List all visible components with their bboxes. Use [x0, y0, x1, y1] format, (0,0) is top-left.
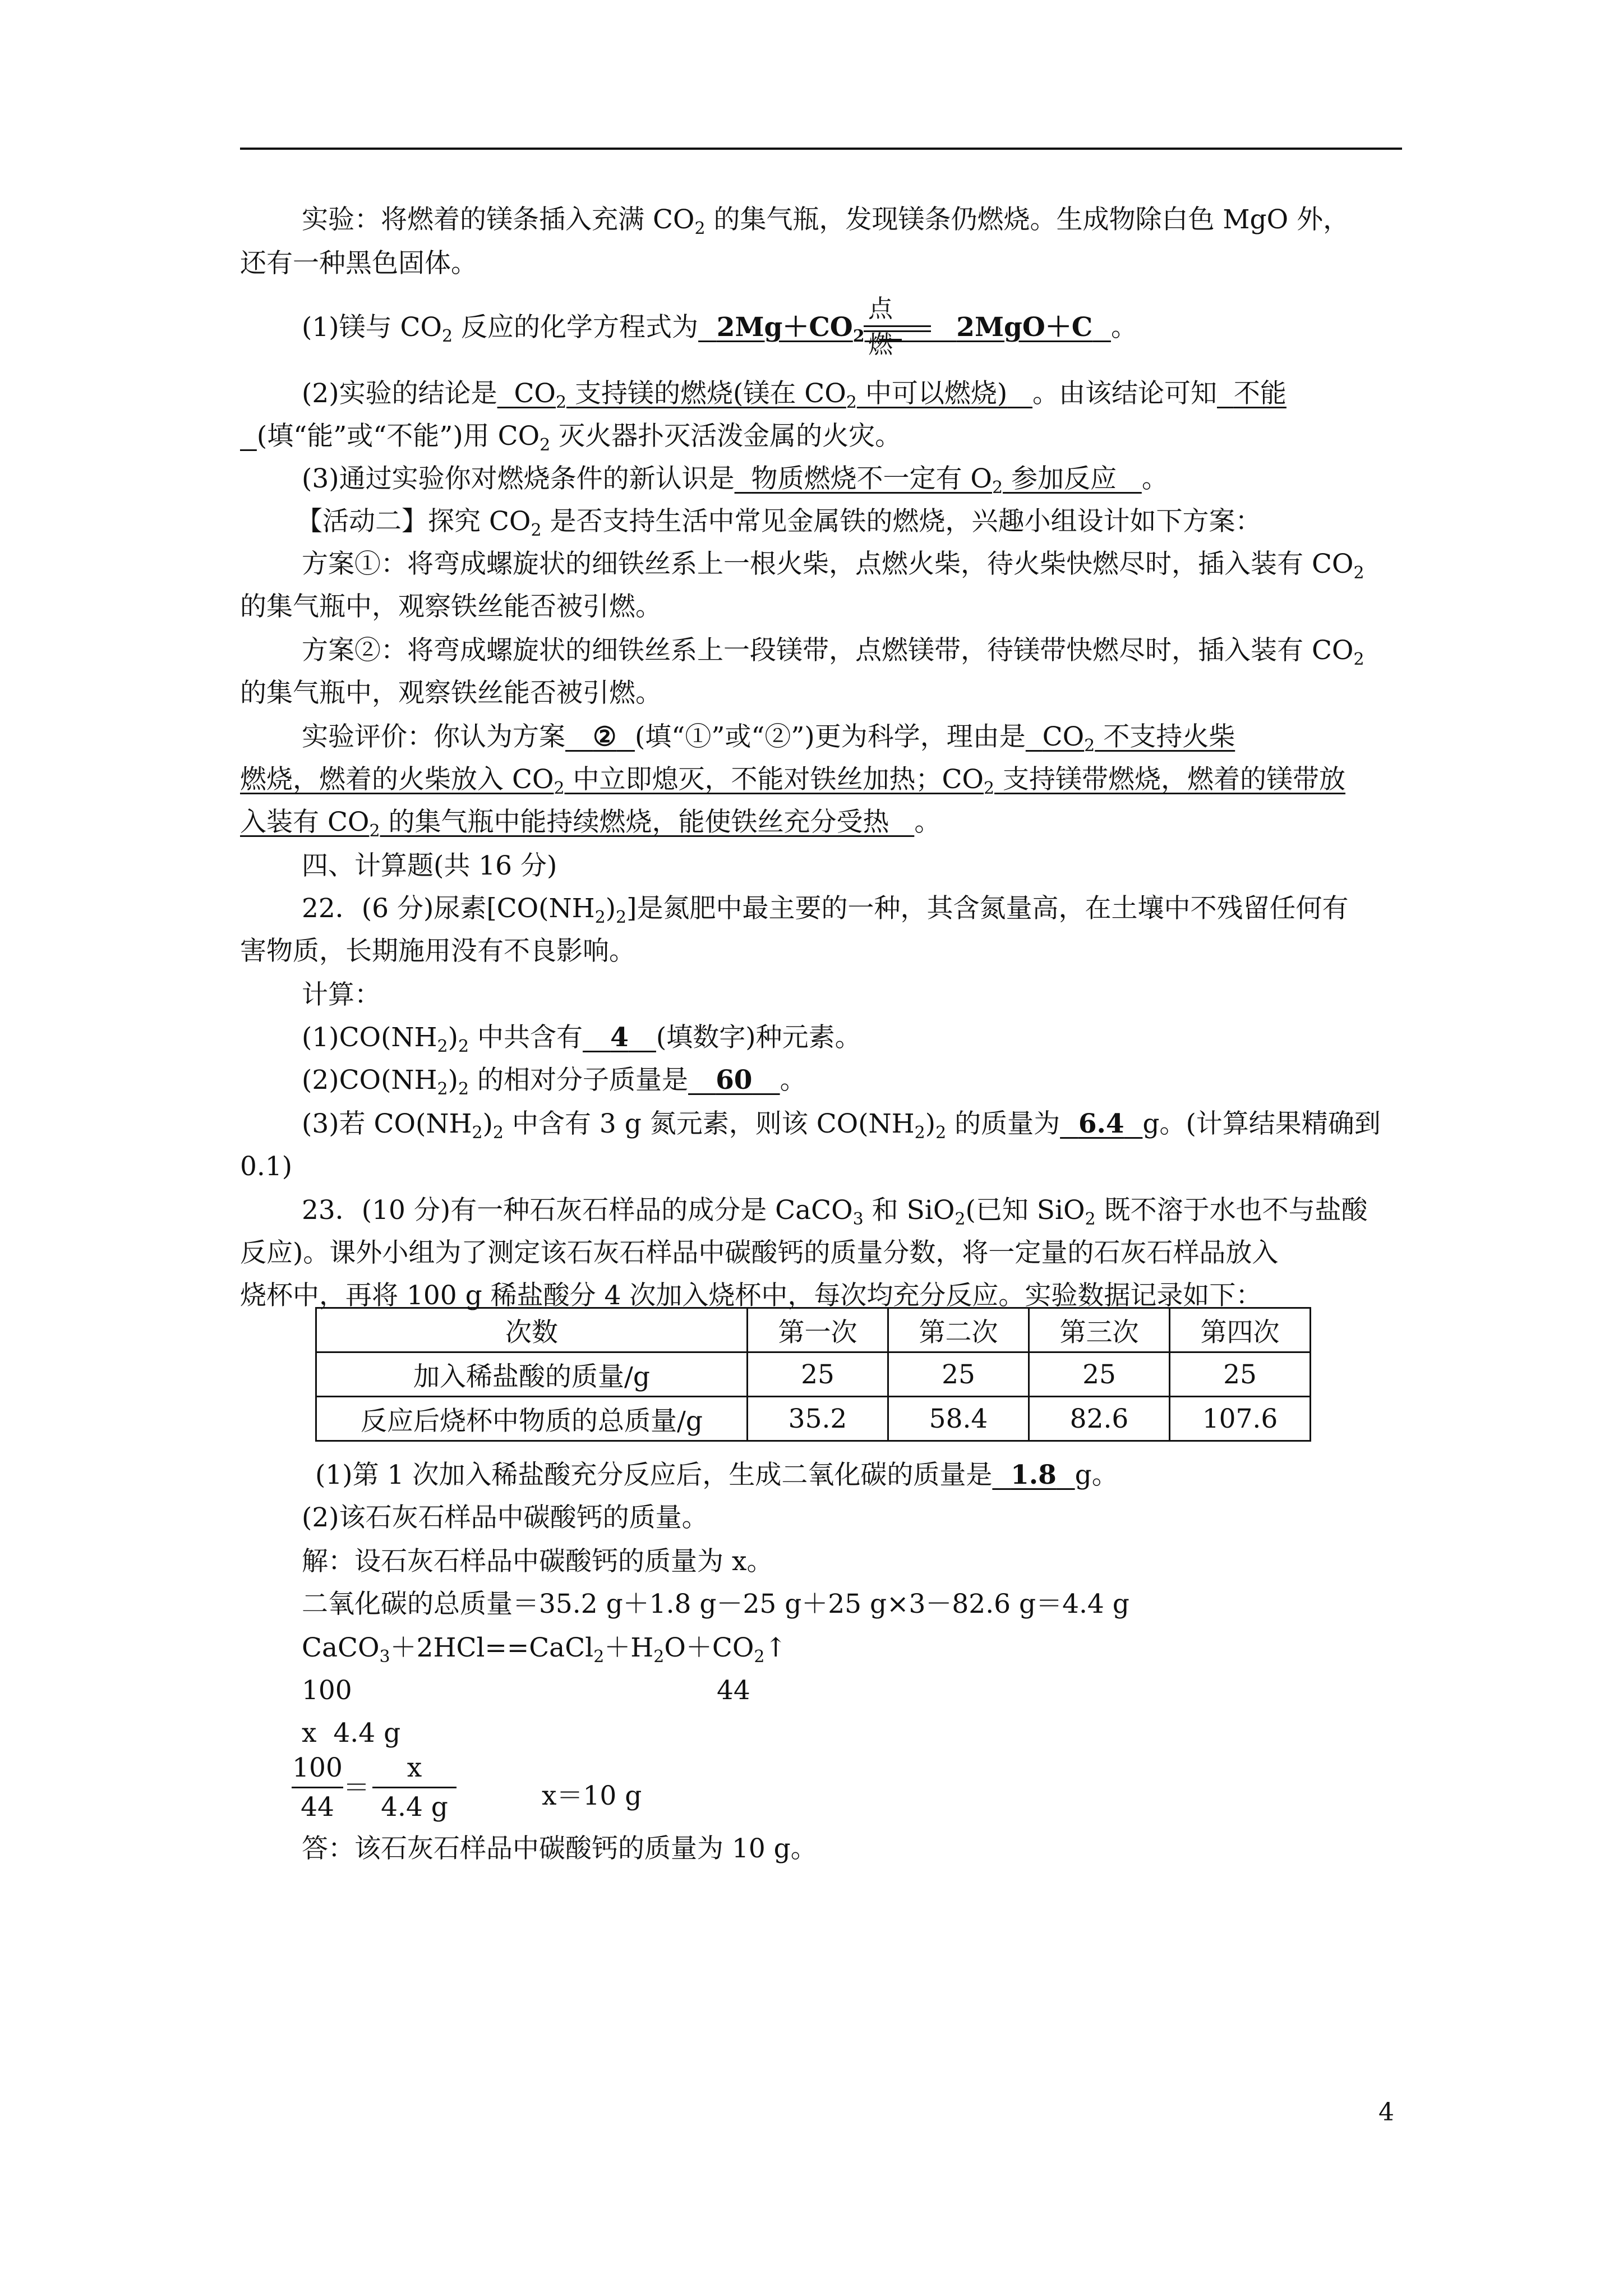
evaluation-line2: 燃烧，燃着的火柴放入 $CO_2$ 中立即熄灭，不能对铁丝加热；$CO_2$ 支持镁带燃烧，燃着的镁带放	[240, 764, 1346, 798]
page-number: 4	[1378, 2098, 1394, 2127]
question-22-part2: $(2)CO(NH_2)_2$ 的相对分子质量是 60 。	[302, 1065, 806, 1099]
table-cell: 35.2	[748, 1397, 888, 1441]
data-table	[315, 1307, 1311, 1442]
experiment-text-2: 还有一种黑色固体。	[240, 248, 477, 279]
table-header-cell: 次数	[316, 1308, 748, 1352]
question-23-line2: 反应)。课外小组为了测定该石灰石样品中碳酸钙的质量分数，将一定量的石灰石样品放入	[240, 1237, 1279, 1268]
header-rule	[240, 148, 1402, 150]
table-row	[316, 1397, 1311, 1441]
answer: 答：该石灰石样品中碳酸钙的质量为 10 g。	[302, 1833, 817, 1864]
table-header-row	[316, 1308, 1311, 1352]
result-x: x＝10 g	[542, 1780, 642, 1811]
question-22-line2: 害物质，长期施用没有不良影响。	[240, 936, 635, 967]
table-header-cell: 第一次	[748, 1308, 888, 1352]
plan-1-line2: 的集气瓶中，观察铁丝能否被引燃。	[240, 591, 662, 622]
plan-2: 方案②：将弯成螺旋状的细铁丝系上一段镁带，点燃镁带，待镁带快燃尽时，插入装有 $CO_2$	[302, 635, 1364, 669]
evaluation: 实验评价：你认为方案 ② (填“①”或“②”)更为科学，理由是 $CO_2$ 不支持火柴	[302, 721, 1235, 756]
equals-sign: ＝	[343, 1773, 370, 1803]
solution-1: (1)第 1 次加入稀盐酸充分反应后，生成二氧化碳的质量是 1.8 g。	[315, 1460, 1118, 1490]
table-cell: 反应后烧杯中物质的总质量/g	[316, 1397, 748, 1441]
plan-1: 方案①：将弯成螺旋状的细铁丝系上一根火柴，点燃火柴，待火柴快燃尽时，插入装有 $CO_2$	[302, 549, 1364, 583]
table-cell: 82.6	[1029, 1397, 1170, 1441]
table-cell: 107.6	[1170, 1397, 1311, 1441]
solution-3: 解：设石灰石样品中碳酸钙的质量为 x。	[302, 1546, 773, 1577]
table-header-cell: 第四次	[1170, 1308, 1311, 1352]
plan-2-line2: 的集气瓶中，观察铁丝能否被引燃。	[240, 678, 662, 708]
question-1: (1)镁与 $CO_2$ 反应的化学方程式为 $2Mg+CO_2$ 2MgO＋C 。	[302, 312, 1137, 346]
question-2-line2: (填“能”或“不能”)用 $CO_2$ 灭火器扑灭活泼金属的火灾。	[256, 421, 902, 455]
fraction-left: 100 44	[292, 1752, 343, 1823]
solution-4: 二氧化碳的总质量＝35.2 g＋1.8 g－25 g＋25 g×3－82.6 g＝4.4 g	[302, 1589, 1129, 1619]
question-22-part3-line2: 0.1)	[240, 1151, 293, 1182]
reaction-equation: $CaCO_3+2HCl==CaCl_2+H_2O+CO_2↑$	[302, 1632, 787, 1667]
table-cell: 25	[1029, 1352, 1170, 1397]
unknown-x: x 4.4 g	[302, 1718, 401, 1749]
question-22-part1: $(1)CO(NH_2)_2$ 中共含有 4 (填数字)种元素。	[302, 1022, 861, 1056]
table-cell: 58.4	[888, 1397, 1029, 1441]
activity-2: 【活动二】探究 $CO_2$ 是否支持生活中常见金属铁的燃烧，兴趣小组设计如下方案：	[296, 506, 1262, 540]
question-22-part3: (3)若 $CO(NH_2)_2$ 中含有 3 g 氮元素，则该 $CO(NH_2)_2$ 的质量为 6.4 g。(计算结果精确到	[302, 1108, 1381, 1143]
experiment-text: 实验：将燃着的镁条插入充满 $CO_2$ 的集气瓶，发现镁条仍燃烧。生成物除白色 MgO 外，	[302, 204, 1350, 238]
table-cell: 25	[1170, 1352, 1311, 1397]
question-22: 22．(6 分)尿素$[CO(NH_2)_2]$是氮肥中最主要的一种，其含氮量高，在土壤中不残留任何有	[302, 893, 1349, 927]
table-header-cell: 第二次	[888, 1308, 1029, 1352]
question-23: 23．(10 分)有一种石灰石样品的成分是 CaCO$_3$ 和 SiO$_2$(已知 SiO$_2$ 既不溶于水也不与盐酸	[302, 1195, 1368, 1229]
question-2: (2)实验的结论是 $CO_2$ 支持镁的燃烧(镁在 $CO_2$ 中可以燃烧) 。由该结论可知 不能	[302, 378, 1287, 412]
question-3: (3)通过实验你对燃烧条件的新认识是 物质燃烧不一定有 $O_2$ 参加反应 。	[302, 463, 1168, 498]
table-cell: 25	[748, 1352, 888, 1397]
molar-mass-100: 100	[302, 1675, 352, 1706]
fraction-right: x 4.4 g	[372, 1752, 457, 1823]
question-23-line3: 烧杯中，再将 100 g 稀盐酸分 4 次加入烧杯中，每次均充分反应。实验数据记录如下：	[240, 1280, 1262, 1311]
table-cell: 25	[888, 1352, 1029, 1397]
section-4-title: 四、计算题(共 16 分)	[302, 850, 557, 881]
evaluation-line3: 入装有 $CO_2$ 的集气瓶中能持续燃烧，能使铁丝充分受热 。	[240, 807, 941, 841]
table-cell: 加入稀盐酸的质量/g	[316, 1352, 748, 1397]
molar-mass-44: 44	[717, 1675, 750, 1706]
calc-label: 计算：	[302, 979, 381, 1010]
solution-2: (2)该石灰石样品中碳酸钙的质量。	[302, 1502, 708, 1533]
table-row	[316, 1352, 1311, 1397]
table-header-cell: 第三次	[1029, 1308, 1170, 1352]
